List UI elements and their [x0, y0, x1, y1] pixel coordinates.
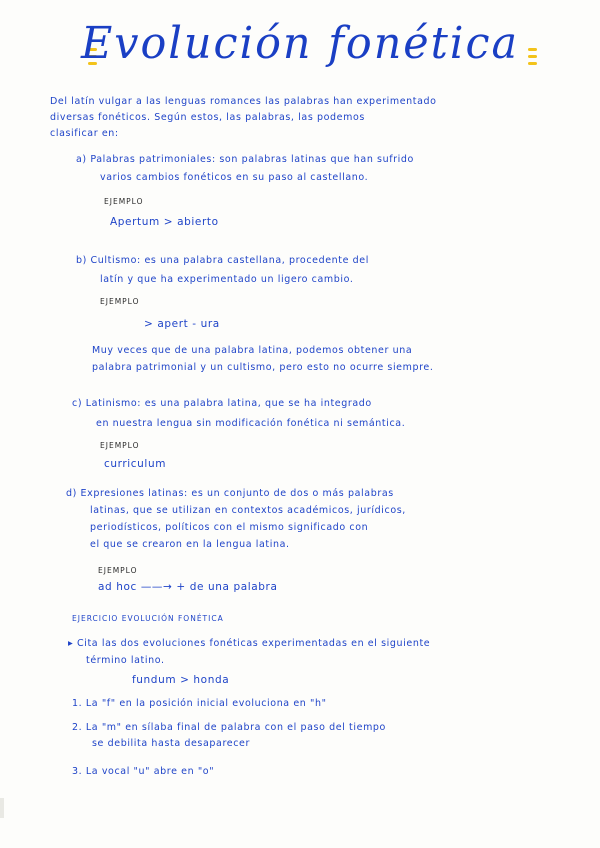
title-decoration-right [528, 44, 542, 72]
exercise-prompt-2: término latino. [86, 655, 165, 666]
section-b-example: > apert - ura [144, 318, 220, 330]
exercise-item-1: 1. La "f" en la posición inicial evoluciona en "h" [72, 698, 327, 709]
scan-edge-mark [0, 798, 4, 818]
exercise-heading: EJERCICIO EVOLUCIÓN FONÉTICA [72, 614, 224, 623]
section-a-line-1: a) Palabras patrimoniales: son palabras latinas que han sufrido [76, 154, 414, 165]
section-c-line-2: en nuestra lengua sin modificación fonética ni semántica. [96, 418, 406, 429]
section-a-example: Apertum > abierto [110, 216, 219, 228]
section-c-example: curriculum [104, 458, 167, 470]
section-b-note-1: Muy veces que de una palabra latina, podemos obtener una [92, 345, 413, 356]
section-c-example-label: EJEMPLO [100, 441, 140, 450]
section-d-line-2: latinas, que se utilizan en contextos académicos, jurídicos, [90, 505, 406, 516]
intro-line-1: Del latín vulgar a las lenguas romances las palabras han experimentado [50, 96, 437, 107]
section-a-line-2: varios cambios fonéticos en su paso al castellano. [100, 172, 369, 183]
section-b-example-label: EJEMPLO [100, 297, 140, 306]
section-c-line-1: c) Latinismo: es una palabra latina, que se ha integrado [72, 398, 372, 409]
section-d-line-4: el que se crearon en la lengua latina. [90, 539, 290, 550]
section-b-line-1: b) Cultismo: es una palabra castellana, procedente del [76, 255, 369, 266]
exercise-term: fundum > honda [132, 674, 230, 686]
page-title: Evolución fonética [81, 18, 519, 69]
section-d-example-label: EJEMPLO [98, 566, 138, 575]
intro-line-3: clasificar en: [50, 128, 119, 139]
exercise-item-2-line-2: se debilita hasta desaparecer [92, 738, 250, 749]
section-a-example-label: EJEMPLO [104, 197, 144, 206]
intro-line-2: diversas fonéticos. Según estos, las palabras, las podemos [50, 112, 365, 123]
exercise-prompt-1: ▸ Cita las dos evoluciones fonéticas experimentadas en el siguiente [68, 638, 431, 649]
section-d-line-1: d) Expresiones latinas: es un conjunto de dos o más palabras [66, 488, 394, 499]
section-d-example: ad hoc ——→ + de una palabra [98, 581, 278, 593]
section-b-note-2: palabra patrimonial y un cultismo, pero esto no ocurre siempre. [92, 362, 434, 373]
section-b-line-2: latín y que ha experimentado un ligero cambio. [100, 274, 354, 285]
section-d-line-3: periodísticos, políticos con el mismo significado con [90, 522, 369, 533]
exercise-item-3: 3. La vocal "u" abre en "o" [72, 766, 215, 777]
exercise-item-2-line-1: 2. La "m" en sílaba final de palabra con el paso del tiempo [72, 722, 386, 733]
